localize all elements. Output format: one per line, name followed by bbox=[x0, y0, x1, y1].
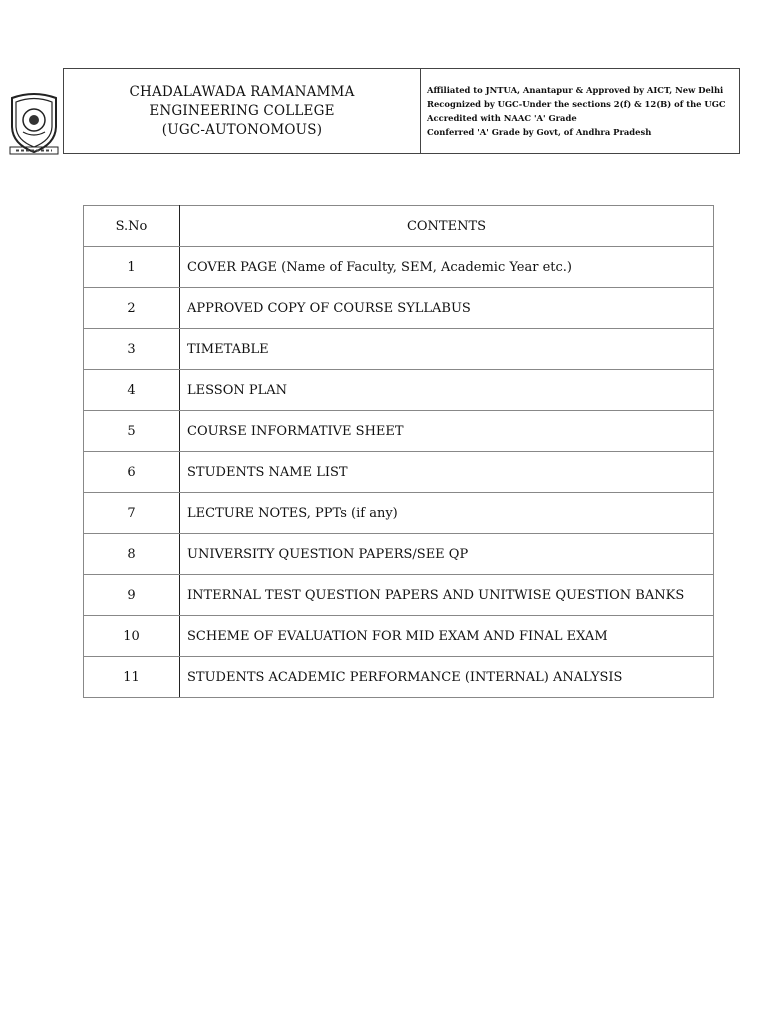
affiliation-line: Accredited with NAAC 'A' Grade bbox=[427, 113, 577, 123]
row-item: APPROVED COPY OF COURSE SYLLABUS bbox=[180, 288, 714, 329]
table-row bbox=[84, 452, 714, 493]
college-name-line2: ENGINEERING COLLEGE bbox=[149, 102, 335, 119]
affiliation-line: Conferred 'A' Grade by Govt, of Andhra Pradesh bbox=[427, 127, 652, 137]
header-sno: S.No bbox=[84, 206, 180, 247]
table-row bbox=[84, 493, 714, 534]
row-number: 4 bbox=[84, 370, 180, 411]
table-row bbox=[84, 657, 714, 698]
affiliation-line: Recognized by UGC-Under the sections 2(f) & 12(B) of the UGC bbox=[427, 99, 726, 109]
row-item: LESSON PLAN bbox=[180, 370, 714, 411]
table-header-row bbox=[84, 206, 714, 247]
row-number: 1 bbox=[84, 247, 180, 288]
affiliation-block bbox=[421, 69, 739, 153]
table-row bbox=[84, 616, 714, 657]
college-emblem-logo bbox=[6, 92, 62, 156]
table-row bbox=[84, 329, 714, 370]
row-number: 11 bbox=[84, 657, 180, 698]
table-row bbox=[84, 411, 714, 452]
row-item: COURSE INFORMATIVE SHEET bbox=[180, 411, 714, 452]
row-number: 7 bbox=[84, 493, 180, 534]
row-item: STUDENTS ACADEMIC PERFORMANCE (INTERNAL) ANALYSIS bbox=[180, 657, 714, 698]
row-number: 6 bbox=[84, 452, 180, 493]
letterhead-box bbox=[63, 68, 740, 154]
row-item: STUDENTS NAME LIST bbox=[180, 452, 714, 493]
row-number: 5 bbox=[84, 411, 180, 452]
affiliation-line: Affiliated to JNTUA, Anantapur & Approved by AICT, New Delhi bbox=[427, 85, 724, 95]
header-contents: CONTENTS bbox=[180, 206, 714, 247]
row-number: 2 bbox=[84, 288, 180, 329]
college-name-line1: CHADALAWADA RAMANAMMA bbox=[129, 83, 355, 100]
row-number: 10 bbox=[84, 616, 180, 657]
row-number: 8 bbox=[84, 534, 180, 575]
row-item: COVER PAGE (Name of Faculty, SEM, Academic Year etc.) bbox=[180, 247, 714, 288]
row-item: TIMETABLE bbox=[180, 329, 714, 370]
table-row bbox=[84, 575, 714, 616]
table-row bbox=[84, 534, 714, 575]
row-item: UNIVERSITY QUESTION PAPERS/SEE QP bbox=[180, 534, 714, 575]
row-item: INTERNAL TEST QUESTION PAPERS AND UNITWISE QUESTION BANKS bbox=[180, 575, 714, 616]
college-status: (UGC-AUTONOMOUS) bbox=[161, 121, 323, 138]
contents-table bbox=[83, 205, 714, 698]
row-item: LECTURE NOTES, PPTs (if any) bbox=[180, 493, 714, 534]
row-number: 3 bbox=[84, 329, 180, 370]
table-row bbox=[84, 247, 714, 288]
table-row bbox=[84, 370, 714, 411]
college-name-block bbox=[64, 69, 421, 153]
row-number: 9 bbox=[84, 575, 180, 616]
row-item: SCHEME OF EVALUATION FOR MID EXAM AND FINAL EXAM bbox=[180, 616, 714, 657]
table-row bbox=[84, 288, 714, 329]
